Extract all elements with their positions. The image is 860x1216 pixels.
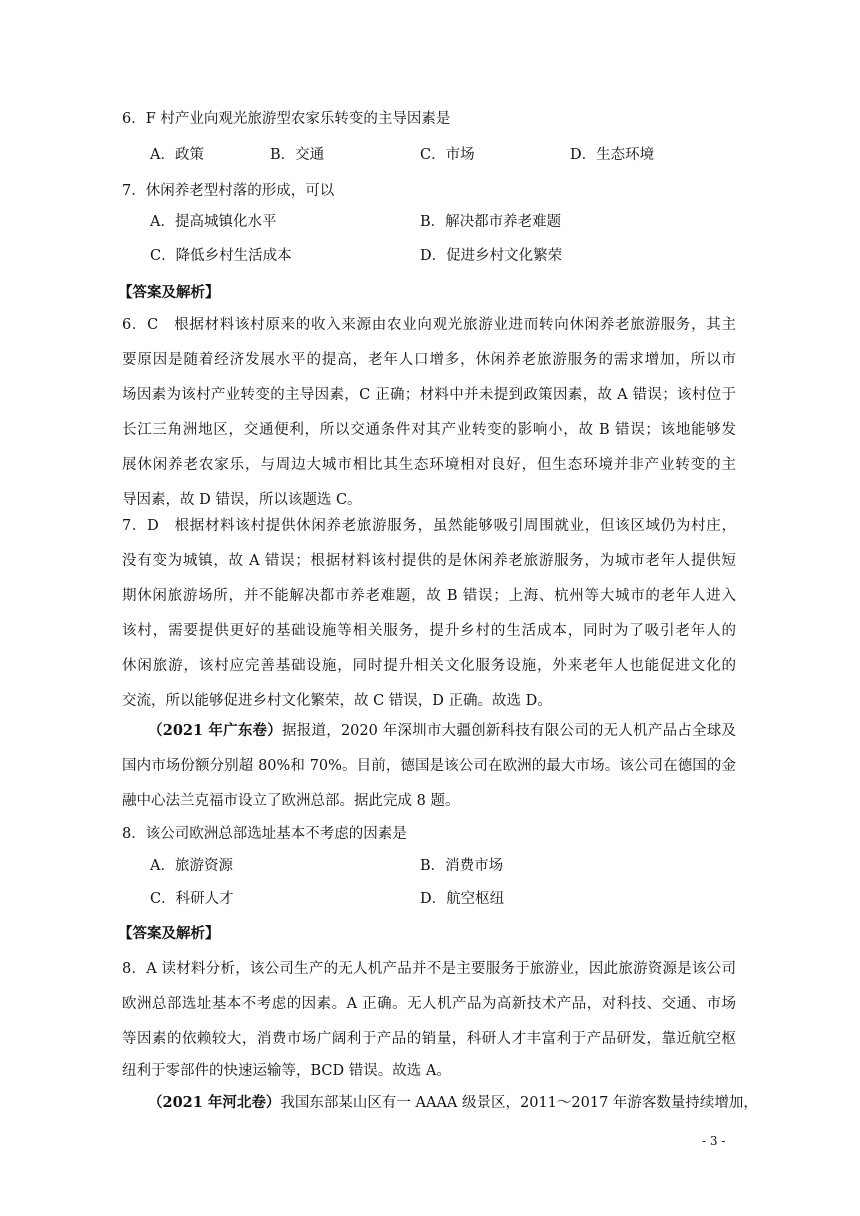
q7-option-d: D．促进乡村文化繁荣	[420, 248, 563, 264]
answer-7-line: 期休闲旅游场所，并不能解决都市养老难题，故 B 错误；上海、杭州等大城市的老年人进入	[122, 588, 736, 604]
q8-option-c: C．科研人才	[150, 891, 234, 907]
q7-option-a: A．提高城镇化水平	[150, 214, 277, 230]
answer-8-line: 等因素的依赖较大，消费市场广阔利于产品的销量，科研人才丰富利于产品研发，靠近航空枢	[122, 1031, 736, 1047]
answer-7-line: 该村，需要提供更好的基础设施等相关服务，提升乡村的生活成本，同时为了吸引老年人的	[122, 623, 736, 639]
answer-heading: 【答案及解析】	[118, 925, 220, 942]
q6-option-a: A．政策	[150, 147, 204, 163]
passage-source: （2021 年广东卷）	[148, 722, 283, 739]
q6-option-c: C．市场	[420, 147, 475, 163]
question-6-stem: 6．F 村产业向观光旅游型农家乐转变的主导因素是	[122, 111, 451, 127]
q7-option-b: B．解决都市养老难题	[420, 214, 562, 230]
question-8-stem: 8．该公司欧洲总部选址基本不考虑的因素是	[122, 826, 407, 842]
answer-8-line: 8．A 读材料分析，该公司生产的无人机产品并不是主要服务于旅游业，因此旅游资源是该公司	[122, 961, 736, 977]
q8-option-b: B．消费市场	[420, 858, 504, 874]
passage-line: （2021 年广东卷）据报道，2020 年深圳市大疆创新科技有限公司的无人机产品占全球及	[148, 722, 737, 739]
q8-option-d: D．航空枢纽	[420, 891, 505, 907]
q7-option-c: C．降低乡村生活成本	[150, 248, 292, 264]
page-number: - 3 -	[702, 1134, 726, 1148]
q6-option-b: B．交通	[270, 147, 325, 163]
passage-line: （2021 年河北卷）我国东部某山区有一 AAAA 级景区，2011～2017 年游客数量持续增加，	[148, 1094, 758, 1111]
answer-6-line: 场因素为该村产业转变的主导因素，C 正确；材料中并未提到政策因素，故 A 错误；该村位于	[122, 387, 736, 403]
answer-7-line: 没有变为城镇，故 A 错误；根据材料该村提供的是休闲养老旅游服务，为城市老年人提供短	[122, 553, 736, 569]
answer-6-line: 展休闲养老农家乐，与周边大城市相比其生态环境相对良好，但生态环境并非产业转变的主	[122, 457, 736, 473]
answer-7-line: 7．D 根据材料该村提供休闲养老旅游服务，虽然能够吸引周围就业，但该区域仍为村庄，	[122, 518, 736, 534]
question-7-stem: 7．休闲养老型村落的形成，可以	[122, 183, 335, 199]
answer-6-line: 长江三角洲地区，交通便利，所以交通条件对其产业转变的影响小，故 B 错误；该地能够发	[122, 422, 736, 438]
answer-heading: 【答案及解析】	[118, 284, 220, 301]
q6-option-d: D．生态环境	[570, 147, 655, 163]
passage-line: 国内市场份额分别超 80%和 70%。目前，德国是该公司在欧洲的最大市场。该公司在德国的金	[122, 758, 736, 774]
answer-6-line: 要原因是随着经济发展水平的提高，老年人口增多，休闲养老旅游服务的需求增加，所以市	[122, 352, 736, 368]
answer-7-line: 交流，所以能够促进乡村文化繁荣，故 C 错误，D 正确。故选 D。	[122, 693, 552, 709]
passage-line: 融中心法兰克福市设立了欧洲总部。据此完成 8 题。	[122, 793, 460, 809]
answer-6-line: 导因素，故 D 错误，所以该题选 C。	[122, 492, 362, 508]
answer-8-line: 欧洲总部选址基本不考虑的因素。A 正确。无人机产品为高新技术产品，对科技、交通、市场	[122, 996, 736, 1012]
passage-source: （2021 年河北卷）	[148, 1094, 281, 1111]
answer-8-line: 纽利于零部件的快速运输等，BCD 错误。故选 A。	[122, 1063, 451, 1079]
answer-6-line: 6．C 根据材料该村原来的收入来源由农业向观光旅游业进而转向休闲养老旅游服务，其主	[122, 317, 736, 333]
q8-option-a: A．旅游资源	[150, 858, 233, 874]
answer-7-line: 休闲旅游，该村应完善基础设施，同时提升相关文化服务设施，外来老年人也能促进文化的	[122, 658, 736, 674]
